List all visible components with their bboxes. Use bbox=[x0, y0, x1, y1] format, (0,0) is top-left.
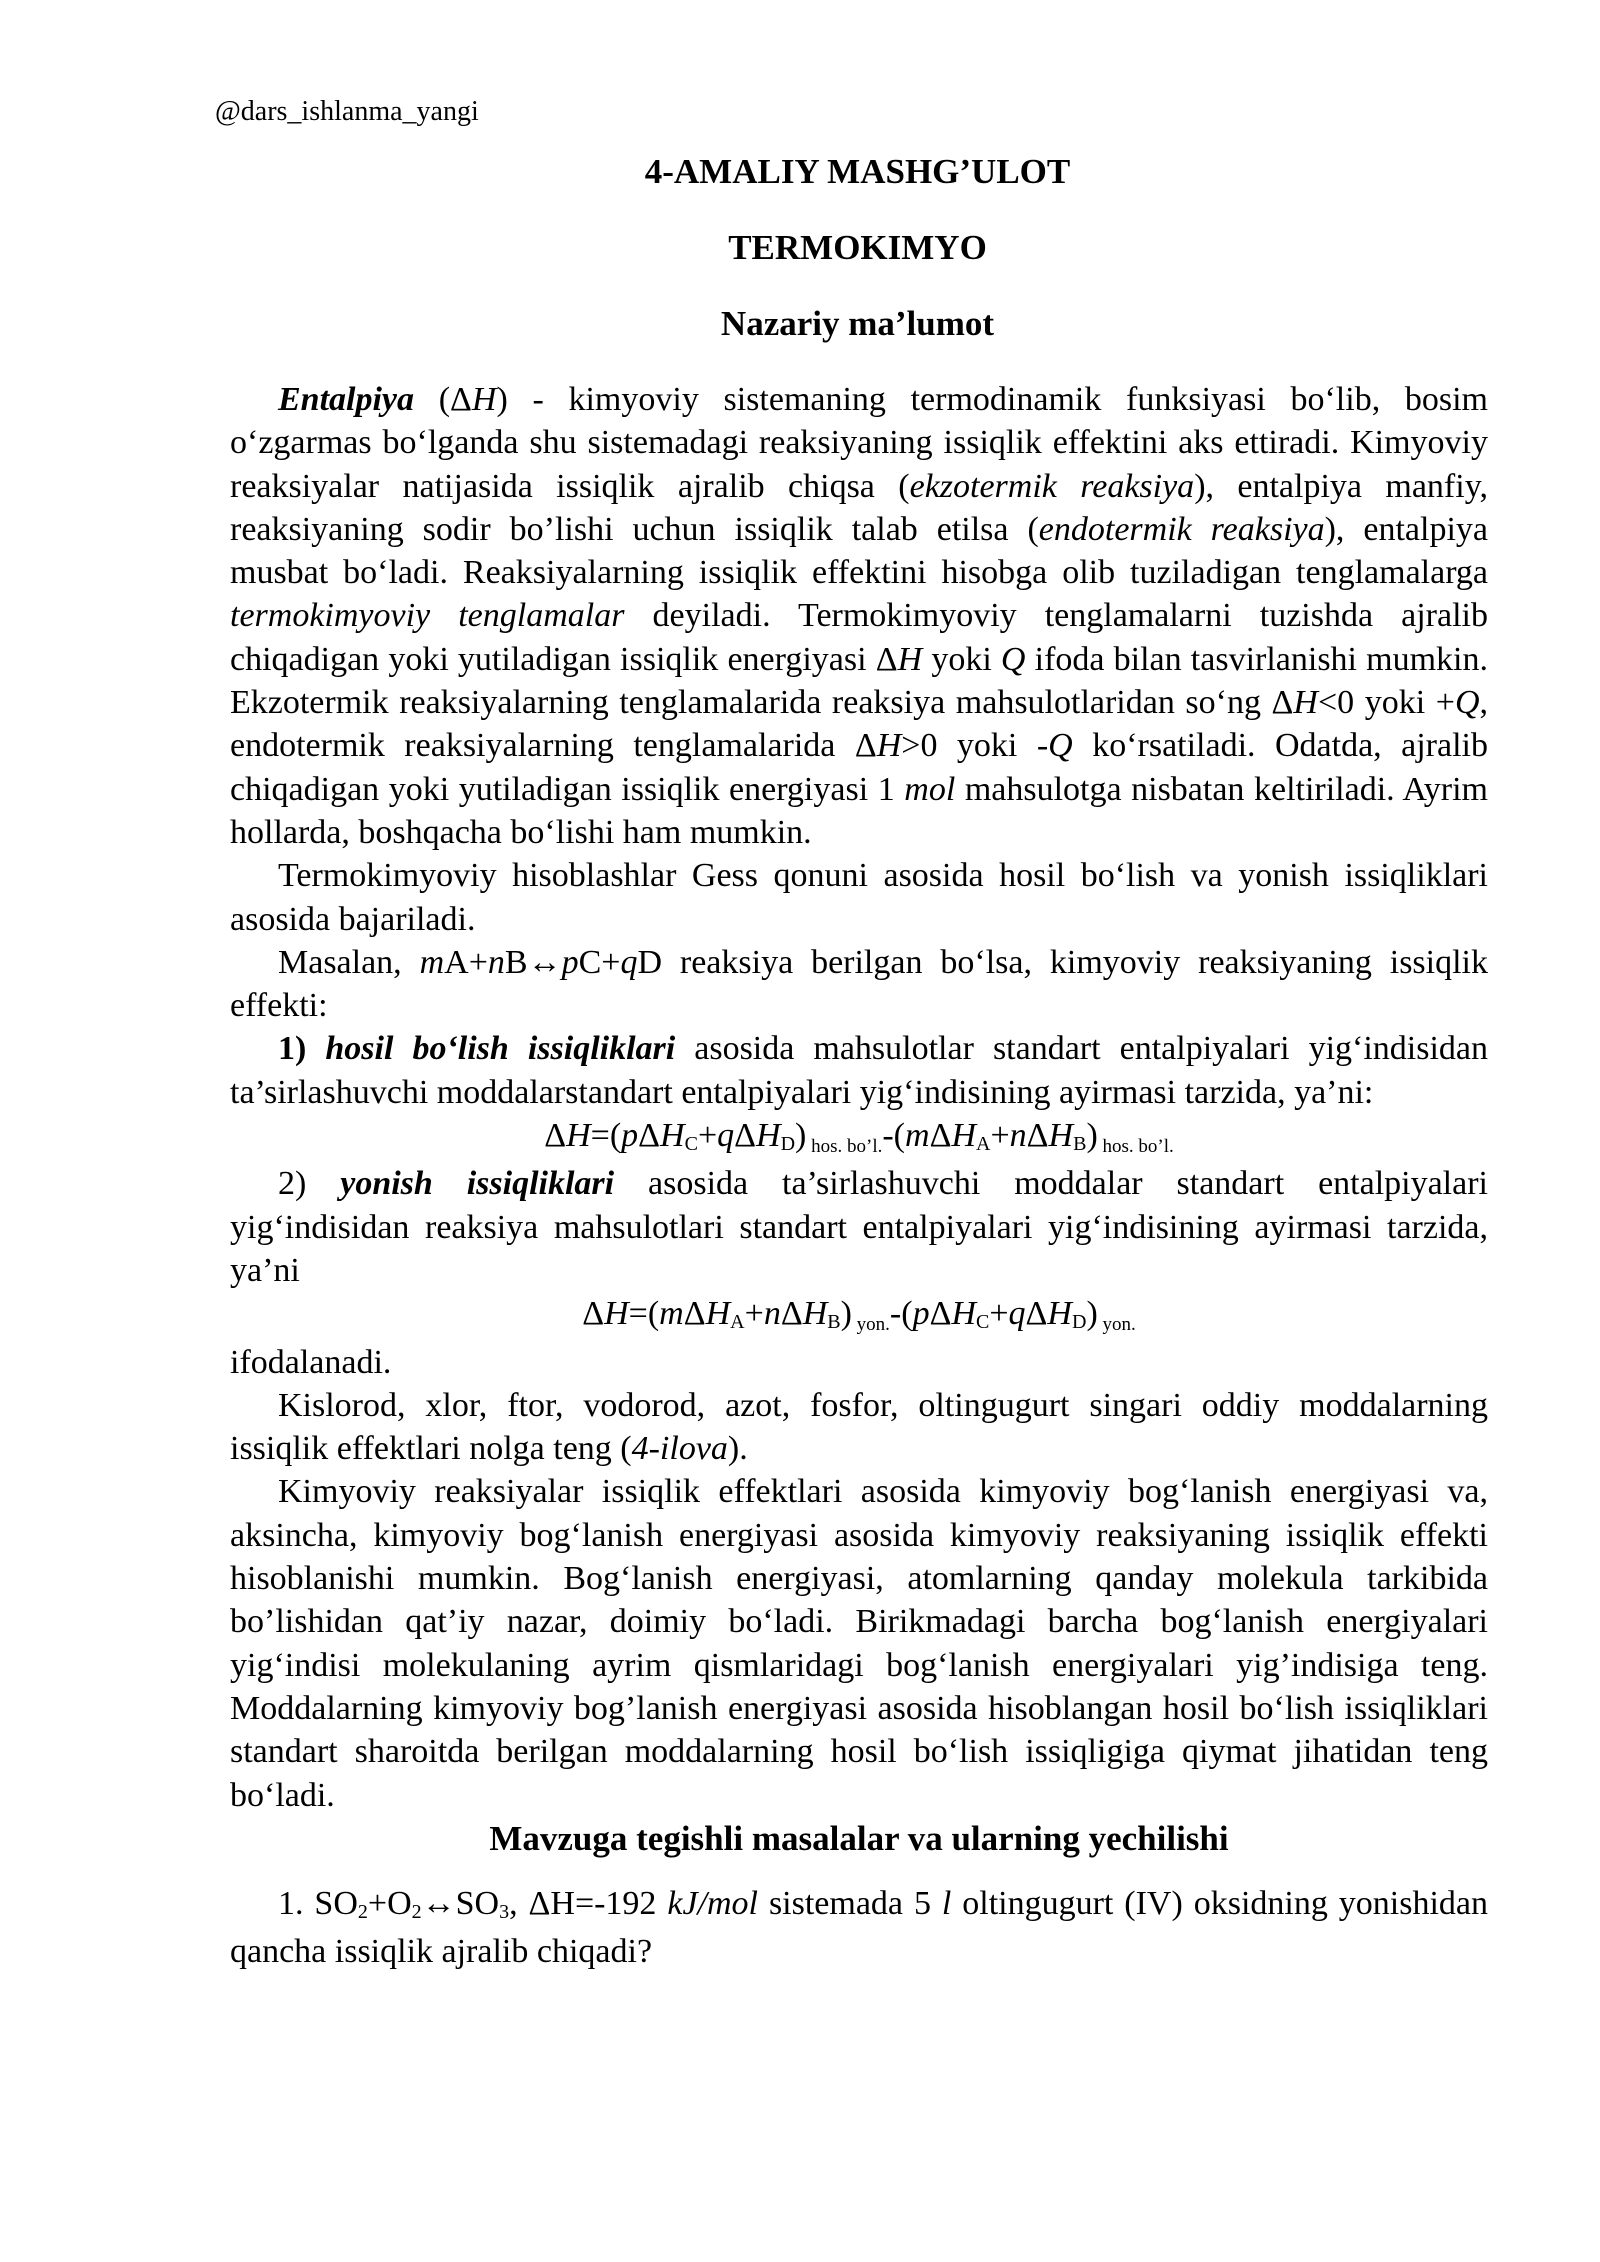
document-body bbox=[230, 378, 1488, 1974]
paragraph-example: Masalan, mA+nB↔pC+qD reaksiya berilgan bo‘lsa, kimyoviy reaksiyaning issiqlik effekti: bbox=[230, 943, 1488, 1025]
subtitle: Nazariy ma’lumot bbox=[720, 304, 995, 343]
topic-title: TERMOKIMYO bbox=[728, 228, 987, 267]
watermark: @dars_ishlanma_yangi bbox=[215, 96, 479, 127]
paragraph-combustion-heat: 2) yonish issiqliklari asosida ta’sirlashuvchi moddalar standart entalpiyalari yig‘indisidan reaksiya mahsulotlari standart entalpiyalari yig‘indisining ayirmasi tarzida, ya’ni bbox=[230, 1165, 1488, 1289]
paragraph-bond-energy: Kimyoviy reaksiyalar issiqlik effektlari asosida kimyoviy bog‘lanish energiyasi va, aksincha, kimyoviy bog‘lanish energiyasi asosida kimyoviy reaksiyaning issiqlik effekti hisoblanishi mumkin. Bog‘lanish energiyasi, atomlarning qanday molekula tarkibida bo’lishidan qat’iy nazar, doimiy bo‘ladi. Birikmadagi barcha bog‘lanish energiyalari yig‘indisi molekulaning ayrim qismlaridagi bog‘lanish energiyalari yig’indisiga teng. Moddalarning kimyoviy bog’lanish energiyasi asosida hisoblangan hosil bo‘lish issiqliklari standart sharoitda berilgan moddalarning hosil bo‘lish issiqligiga qiymat jihatidan teng bo‘ladi. bbox=[230, 1473, 1488, 1814]
paragraph-hess: Termokimyoviy hisoblashlar Gess qonuni asosida hosil bo‘lish va yonish issiqliklari asosida bajariladi. bbox=[230, 857, 1488, 938]
paragraph-formation-heat: 1) hosil bo‘lish issiqliklari asosida mahsulotlar standart entalpiyalari yig‘indisidan ta’sirlashuvchi moddalarstandart entalpiyalari yig‘indisining ayirmasi tarzida, ya’ni: bbox=[230, 1030, 1488, 1111]
paragraph-expressed: ifodalanadi. bbox=[230, 1343, 392, 1381]
term-combustion-heat: yonish issiqliklari bbox=[340, 1165, 615, 1203]
main-title: 4-AMALIY MASHG’ULOT bbox=[644, 152, 1071, 191]
paragraph-enthalpy: Entalpiya (ΔH) - kimyoviy sistemaning termodinamik funksiyasi bo‘lib, bosim o‘zgarmas bo‘lganda shu sistemadagi reaksiyaning issiqlik effektini aks ettiradi. Kimyoviy reaksiyalar natijasida issiqlik ajralib chiqsa (ekzotermik reaksiya), entalpiya manfiy, reaksiyaning sodir bo’lishi uchun issiqlik talab etilsa (endotermik reaksiya), entalpiya musbat bo‘ladi. Reaksiyalarning issiqlik effektini hisobga olib tuziladigan tenglamalarga termokimyoviy tenglamalar deyiladi. Termokimyoviy tenglamalarni tuzishda ajralib chiqadigan yoki yutiladigan issiqlik energiyasi ΔH yoki Q ifoda bilan tasvirlanishi mumkin. Ekzotermik reaksiyalarning tenglamalarida reaksiya mahsulotlaridan so‘ng ΔH<0 yoki +Q, endotermik reaksiyalarning tenglamalarida ΔH>0 yoki -Q ko‘rsatiladi. Odatda, ajralib chiqadigan yoki yutiladigan issiqlik energiyasi 1 mol mahsulotga nisbatan keltiriladi. Ayrim hollarda, boshqacha bo‘lishi ham mumkin. bbox=[230, 381, 1488, 851]
term-enthalpy: Entalpiya bbox=[278, 381, 415, 418]
formula-combustion: ΔH=(mΔH$_A$+nΔH$_B$) $_{yon.}$-(pΔH$_C$+qΔH$_D$) $_{yon.}$ bbox=[582, 1295, 1136, 1336]
task-1: 1. $SO_2+O_2\leftrightarrow SO_3$, ΔH=-192 kJ/mol sistemada 5 l oltingugurt (IV) oksidning yonishidan qancha issiqlik ajralib chiqadi? bbox=[230, 1885, 1489, 1971]
section-heading: Mavzuga tegishli masalalar va ularning yechilishi bbox=[489, 1818, 1229, 1858]
paragraph-simple-substances: Kislorod, xlor, ftor, vodorod, azot, fosfor, oltingugurt singari oddiy moddalarning issiqlik effektlari nolga teng (4-ilova). bbox=[230, 1386, 1488, 1468]
formula-formation: ΔH=(pΔH$_C$+qΔH$_D$) $_{hos. bo’l.}$-(mΔH$_A$+nΔH$_B$) $_{hos. bo’l.}$ bbox=[544, 1117, 1174, 1158]
term-formation-heat: hosil bo‘lish issiqliklari bbox=[325, 1030, 676, 1068]
